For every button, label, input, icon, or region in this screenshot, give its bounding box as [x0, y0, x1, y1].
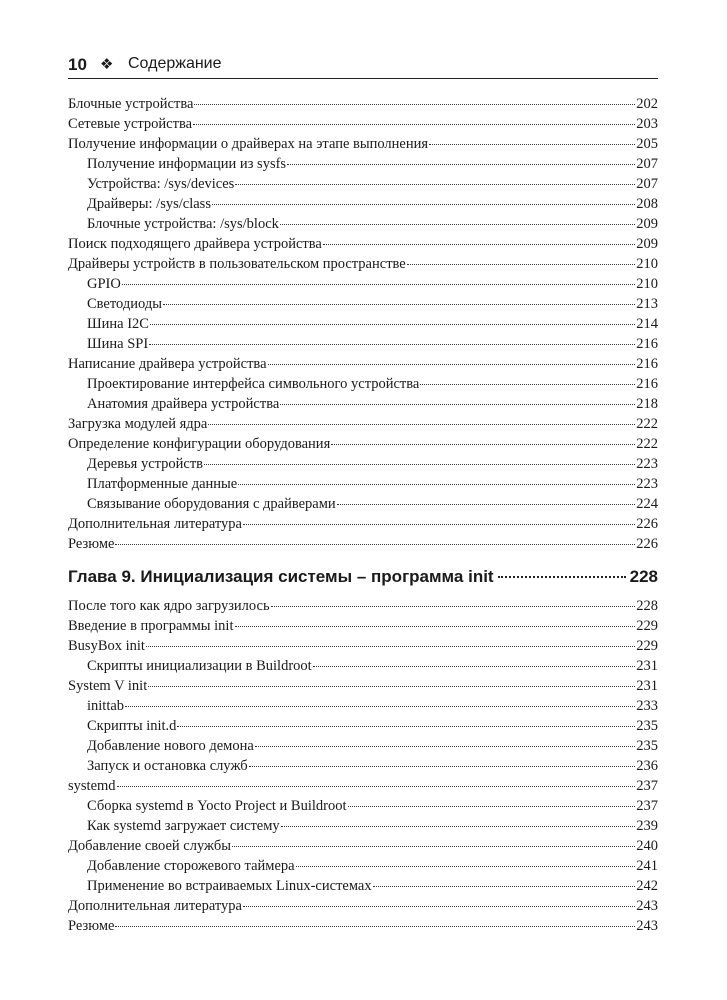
toc-entry-title: Устройства: /sys/devices [87, 176, 235, 192]
toc-entry[interactable] [68, 836, 658, 856]
dot-leader [243, 523, 635, 525]
toc-entry[interactable] [68, 796, 658, 816]
toc-entry[interactable] [68, 194, 658, 214]
toc-list-part1 [68, 94, 658, 554]
dot-leader [148, 685, 635, 687]
toc-entry-title: Дополнительная литература [68, 516, 242, 532]
dot-leader [498, 575, 626, 578]
dot-leader [429, 143, 635, 145]
toc-entry-title: Проектирование интерфейса символьного устройства [87, 376, 420, 392]
toc-entry[interactable] [68, 214, 658, 234]
dot-leader [420, 383, 635, 385]
toc-entry-page: 210 [636, 256, 658, 272]
toc-entry-page: 216 [636, 376, 658, 392]
toc-entry-title: System V init [68, 678, 148, 694]
toc-entry-page: 223 [636, 476, 658, 492]
dot-leader [177, 725, 635, 727]
section-title: Содержание [128, 55, 222, 72]
toc-entry[interactable] [68, 274, 658, 294]
dot-leader [150, 323, 635, 325]
toc-entry-page: 243 [636, 898, 658, 914]
toc-entry[interactable] [68, 354, 658, 374]
dot-leader [280, 403, 635, 405]
chapter-title: Глава 9. Инициализация системы – программа init [68, 567, 494, 586]
dot-leader [235, 183, 635, 185]
toc-entry[interactable] [68, 656, 658, 676]
dot-leader [235, 625, 636, 627]
toc-entry-title: Сборка systemd в Yocto Project и Buildroot [87, 798, 347, 814]
toc-entry-page: 226 [636, 516, 658, 532]
toc-entry[interactable] [68, 896, 658, 916]
toc-entry[interactable] [68, 454, 658, 474]
toc-entry-page: 243 [636, 918, 658, 934]
toc-entry[interactable] [68, 756, 658, 776]
toc-entry-page: 209 [636, 236, 658, 252]
toc-entry[interactable] [68, 314, 658, 334]
toc-entry-page: 216 [636, 356, 658, 372]
dot-leader [149, 343, 635, 345]
toc-entry-title: Драйверы устройств в пользовательском пространстве [68, 256, 406, 272]
toc-entry-title: После того как ядро загрузилось [68, 598, 270, 614]
toc-entry[interactable] [68, 294, 658, 314]
dot-leader [243, 905, 635, 907]
toc-entry[interactable] [68, 716, 658, 736]
toc-entry-page: 208 [636, 196, 658, 212]
dot-leader [287, 163, 635, 165]
toc-entry[interactable] [68, 534, 658, 554]
dot-leader [373, 885, 636, 887]
toc-entry[interactable] [68, 636, 658, 656]
dot-leader [115, 925, 635, 927]
dot-leader [407, 263, 636, 265]
dot-leader [194, 103, 635, 105]
toc-entry[interactable] [68, 134, 658, 154]
toc-entry[interactable] [68, 616, 658, 636]
toc-entry[interactable] [68, 114, 658, 134]
toc-entry-page: 229 [636, 618, 658, 634]
dot-leader [163, 303, 635, 305]
toc-entry[interactable] [68, 736, 658, 756]
toc-list-part2 [68, 596, 658, 936]
toc-entry-title: Платформенные данные [87, 476, 238, 492]
toc-entry[interactable] [68, 414, 658, 434]
toc-entry-title: Получение информации о драйверах на этапе выполнения [68, 136, 429, 152]
toc-entry[interactable] [68, 174, 658, 194]
toc-entry-page: 236 [636, 758, 658, 774]
toc-entry-page: 209 [636, 216, 658, 232]
toc-entry-title: Шина SPI [87, 336, 149, 352]
dot-leader [238, 483, 635, 485]
toc-entry-title: Добавление сторожевого таймера [87, 858, 295, 874]
toc-entry-page: 237 [636, 778, 658, 794]
toc-entry-title: Добавление нового демона [87, 738, 254, 754]
toc-entry-title: Блочные устройства: /sys/block [87, 216, 279, 232]
dot-leader [122, 283, 635, 285]
dot-leader [255, 745, 635, 747]
toc-entry-page: 207 [636, 156, 658, 172]
dot-leader [271, 605, 636, 607]
toc-entry[interactable] [68, 154, 658, 174]
toc-entry-page: 226 [636, 536, 658, 552]
toc-entry-title: Сетевые устройства [68, 116, 193, 132]
toc-entry-title: Резюме [68, 918, 115, 934]
dot-leader [331, 443, 635, 445]
chapter-page: 228 [629, 567, 658, 586]
toc-entry-page: 210 [636, 276, 658, 292]
toc-entry[interactable] [68, 596, 658, 616]
toc-entry[interactable] [68, 776, 658, 796]
toc-entry-page: 235 [636, 718, 658, 734]
dot-leader [204, 463, 635, 465]
toc-entry[interactable] [68, 676, 658, 696]
toc-entry-page: 233 [636, 698, 658, 714]
toc-entry-page: 216 [636, 336, 658, 352]
toc-entry-page: 240 [636, 838, 658, 854]
toc-entry-page: 235 [636, 738, 658, 754]
dot-leader [193, 123, 635, 125]
toc-entry-title: inittab [87, 698, 125, 714]
toc-entry-title: Анатомия драйвера устройства [87, 396, 280, 412]
toc-entry-title: GPIO [87, 276, 121, 292]
toc-entry-page: 218 [636, 396, 658, 412]
toc-entry-page: 239 [636, 818, 658, 834]
dot-leader [296, 865, 636, 867]
toc-entry-title: Деревья устройств [87, 456, 204, 472]
toc-entry-page: 207 [636, 176, 658, 192]
toc-entry-title: Запуск и остановка служб [87, 758, 248, 774]
toc-entry[interactable] [68, 394, 658, 414]
dot-leader [268, 363, 636, 365]
toc-entry-page: 222 [636, 416, 658, 432]
dot-leader [208, 423, 635, 425]
dot-leader [249, 765, 636, 767]
toc-entry-page: 228 [636, 598, 658, 614]
toc-entry-page: 214 [636, 316, 658, 332]
toc-entry-page: 203 [636, 116, 658, 132]
dot-leader [125, 705, 635, 707]
toc-entry[interactable] [68, 94, 658, 114]
toc-entry-page: 241 [636, 858, 658, 874]
toc-entry[interactable] [68, 514, 658, 534]
toc-entry-title: Как systemd загружает систему [87, 818, 280, 834]
chapter-heading[interactable] [68, 567, 658, 593]
dot-leader [232, 845, 635, 847]
toc-entry[interactable] [68, 696, 658, 716]
toc-entry[interactable] [68, 916, 658, 936]
toc-entry-title: Получение информации из sysfs [87, 156, 287, 172]
dot-leader [337, 503, 636, 505]
toc-entry[interactable] [68, 374, 658, 394]
toc-entry-page: 213 [636, 296, 658, 312]
dot-leader [115, 543, 635, 545]
dot-leader [212, 203, 635, 205]
toc-entry[interactable] [68, 434, 658, 454]
toc-entry[interactable] [68, 494, 658, 514]
toc-entry[interactable] [68, 234, 658, 254]
dot-leader [348, 805, 636, 807]
ornament-icon: ❖ [100, 56, 114, 73]
toc-entry-title: Определение конфигурации оборудования [68, 436, 331, 452]
toc-entry-page: 224 [636, 496, 658, 512]
toc-entry-page: 202 [636, 96, 658, 112]
dot-leader [281, 825, 636, 827]
toc-entry-page: 205 [636, 136, 658, 152]
toc-entry-title: Написание драйвера устройства [68, 356, 267, 372]
toc-entry-title: Скрипты инициализации в Buildroot [87, 658, 312, 674]
toc-entry-page: 231 [636, 678, 658, 694]
toc-entry-page: 223 [636, 456, 658, 472]
toc-entry-title: Резюме [68, 536, 115, 552]
toc-entry-title: Связывание оборудования с драйверами [87, 496, 336, 512]
toc-entry-title: systemd [68, 778, 116, 794]
dot-leader [280, 223, 635, 225]
toc-entry-page: 222 [636, 436, 658, 452]
toc-entry-title: Применение во встраиваемых Linux-системах [87, 878, 372, 894]
toc-entry-page: 237 [636, 798, 658, 814]
page-number: 10 [68, 55, 87, 74]
toc-entry-page: 231 [636, 658, 658, 674]
toc-entry-title: Поиск подходящего драйвера устройства [68, 236, 322, 252]
toc-entry[interactable] [68, 856, 658, 876]
dot-leader [117, 785, 636, 787]
toc-entry-title: Введение в программы init [68, 618, 234, 634]
toc-entry[interactable] [68, 474, 658, 494]
toc-entry[interactable] [68, 254, 658, 274]
toc-entry-title: BusyBox init [68, 638, 145, 654]
toc-entry-title: Блочные устройства [68, 96, 194, 112]
toc-entry-title: Драйверы: /sys/class [87, 196, 211, 212]
toc-entry-title: Светодиоды [87, 296, 162, 312]
toc-entry[interactable] [68, 876, 658, 896]
toc-entry-title: Скрипты init.d [87, 718, 177, 734]
toc-entry-title: Добавление своей службы [68, 838, 231, 854]
dot-leader [323, 243, 635, 245]
page-header [68, 54, 658, 79]
toc-entry-title: Дополнительная литература [68, 898, 242, 914]
dot-leader [313, 665, 636, 667]
toc-entry[interactable] [68, 334, 658, 354]
toc-entry-page: 229 [636, 638, 658, 654]
toc-entry-title: Шина I2C [87, 316, 149, 332]
toc-entry-title: Загрузка модулей ядра [68, 416, 208, 432]
toc-entry-page: 242 [636, 878, 658, 894]
toc-entry[interactable] [68, 816, 658, 836]
dot-leader [146, 645, 635, 647]
